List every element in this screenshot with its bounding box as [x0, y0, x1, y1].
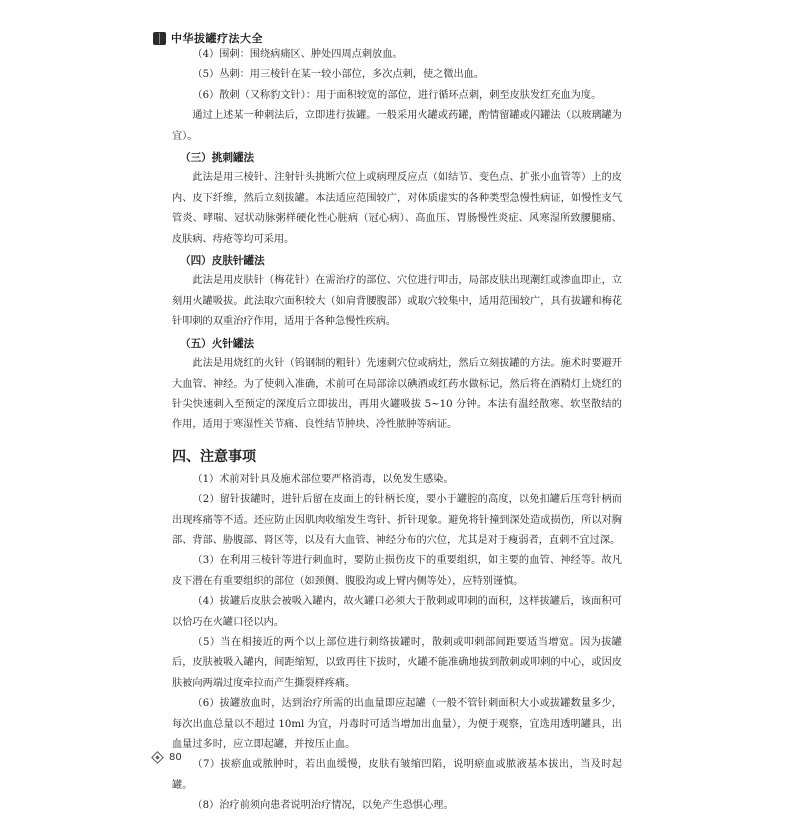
precaution-item: （6）拔罐放血时，达到治疗所需的出血量即应起罐（一般不管针刺面积大小或拔罐数量多少，每次出血总量以不超过 10ml 为宜，丹毒时可适当增加出血量），为便于观察，宜选用透明罐具，出血量过多时，应立即起罐，并按压止血。	[172, 698, 622, 750]
precaution-item: （7）拔瘀血或脓肿时，若出血缓慢，皮肤有皱缩凹陷，说明瘀血或脓液基本拔出，当及时起罐。	[172, 759, 622, 791]
list-item: （4）围刺：围绕病痛区、肿处四周点刺放血。	[192, 49, 403, 60]
book-icon	[153, 32, 166, 45]
precaution-item: （5）当在相接近的两个以上部位进行刺络拔罐时，散刺或叩刺部间距要适当增宽。因为拔罐后，皮肤被吸入罐内，间距缩短，以致再往下拔时，火罐不能准确地拔到散刺或叩刺的中心，或因皮肤被向两端过度牵拉而产生撕裂样疼痛。	[172, 636, 622, 689]
paragraph: 此法是用烧红的火针（钨钢制的粗针）先速刺穴位或病灶，然后立刻拔罐的方法。施术时要避开大血管、神经。为了使刺入准确，术前可在局部涂以碘酒或红药水做标记，然后将在酒精灯上烧红的针尖快速刺入至预定的深度后立即拔出，再用火罐吸拔 5~10 分钟。本法有温经散寒、软坚散结的作用，适用于寒湿性关节痛、良性结节肿块、冷性脓肿等病证。	[172, 358, 622, 431]
book-title: 中华拔罐疗法大全	[171, 32, 263, 45]
diamond-icon	[151, 751, 164, 764]
precaution-item: （4）拔罐后皮肤会被吸入罐内，故火罐口必须大于散刺或叩刺的面积，这样拔罐后，该面积可以恰巧在火罐口径以内。	[172, 596, 622, 628]
page-footer	[153, 752, 182, 763]
precaution-item: （2）留针拔罐时，进针后留在皮面上的针柄长度，要小于罐腔的高度，以免扣罐后压弯针柄而出现疼痛等不适。还应防止因肌肉收缩发生弯针、折针现象。避免将针撞到深处造成损伤，所以对胸部、背部、胁腹部、肾区等，以及有大血管、神经分布的穴位，尤其是对于瘦弱者，直刺不宜过深。	[172, 494, 622, 546]
section-heading: （四）皮肤针罐法	[180, 255, 265, 268]
precaution-item: （1）术前对针具及施术部位要严格消毒，以免发生感染。	[192, 473, 454, 485]
paragraph: 此法是用三棱针、注射针头挑断穴位上或病理反应点（如结节、变色点、扩张小血管等）上的皮内、皮下纤维，然后立刻拔罐。本法适应范围较广，对体质虚实的各种类型急慢性病证，如慢性支气管炎、哮喘、冠状动脉粥样硬化性心脏病（冠心病）、高血压、胃肠慢性炎症、风寒湿所致腰腿痛、皮肤病、痔疮等均可采用。	[172, 172, 622, 245]
paragraph: 通过上述某一种刺法后，立即进行拔罐。一般采用火罐或药罐，酌情留罐或闪罐法（以玻璃罐为宜）。	[172, 110, 622, 142]
page-number: 80	[169, 752, 182, 763]
precaution-item: （8）治疗前须向患者说明治疗情况，以免产生恐惧心理。	[192, 800, 454, 812]
paragraph: 此法是用皮肤针（梅花针）在需治疗的部位、穴位进行叩击，局部皮肤出现潮红或渗血即止，立刻用火罐吸拔。此法取穴面积较大（如肩背腰腹部）或取穴较集中，适用范围较广，具有拔罐和梅花针叩刺的双重治疗作用，适用于各种急慢性疾病。	[172, 275, 622, 328]
running-header	[153, 30, 263, 46]
section-heading: （五）火针罐法	[180, 337, 255, 350]
chapter-heading: 四、注意事项	[172, 448, 256, 465]
list-item: （5）丛刺：用三棱针在某一较小部位，多次点刺，使之微出血。	[192, 69, 485, 81]
precaution-item: （3）在利用三棱针等进行刺血时，要防止损伤皮下的重要组织，如主要的血管、神经等。故凡皮下潜在有重要组织的部位（如颈侧、腹股沟或上臂内侧等处），应特别谨慎。	[172, 555, 622, 587]
page-content	[172, 45, 622, 817]
list-item: （6）散刺（又称豹文针）：用于面积较宽的部位，进行循环点刺，刺至皮肤发红充血为度。	[192, 89, 602, 101]
section-heading: （三）挑刺罐法	[180, 152, 255, 165]
